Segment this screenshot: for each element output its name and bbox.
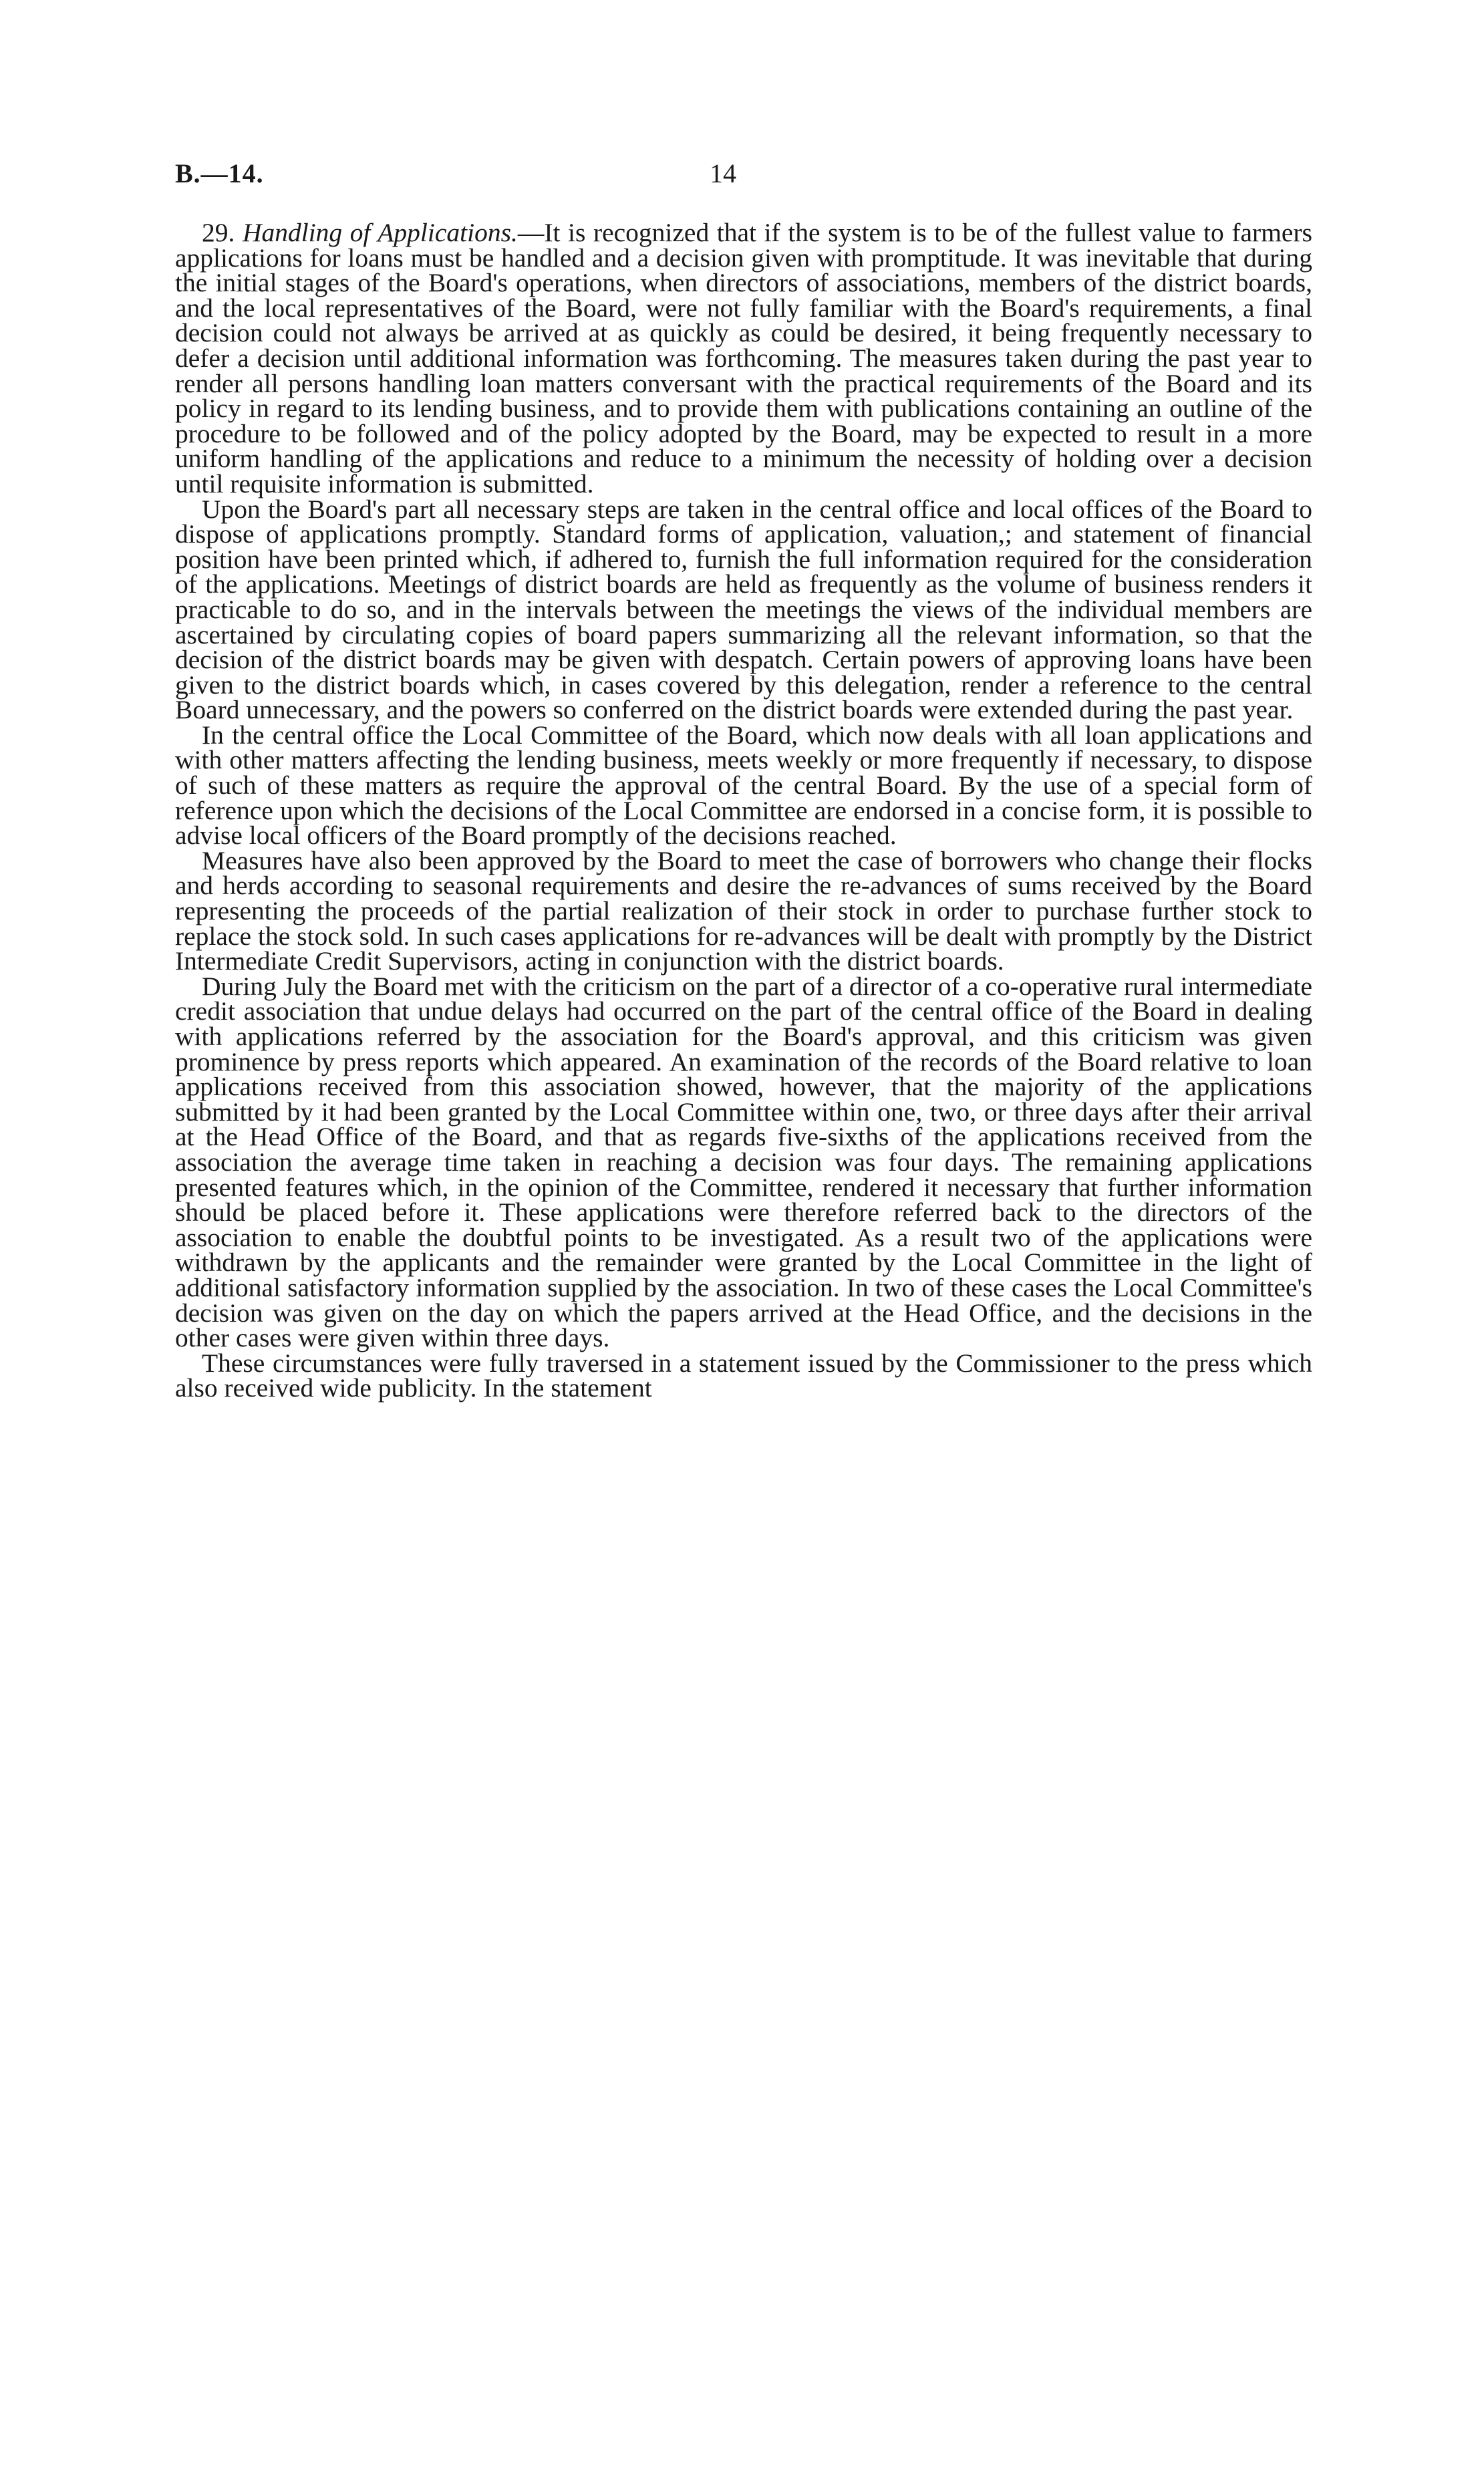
page-number: 14 bbox=[710, 158, 736, 188]
paragraph-29 bbox=[175, 218, 1312, 498]
paragraph-text: It is recognized that if the system is to be of the fullest value to farmers applications for loans must be handled and a decision given with promptitude. It was inevitable that during the initial stages of the Board's operations, when directors of associations, members of the district boards, and the local representatives of the Board, were not fully familiar with the Board's requirements, a final decision could not always be arrived at as quickly as could be desired, it being frequently necessary to defer a decision until additional information was forthcoming. The measures taken during the past year to render all persons handling loan matters conversant with the practical requirements of the Board and its policy in regard to its lending business, and to provide them with publications containing an outline of the procedure to be followed and of the policy adopted by the Board, may be expected to result in a more uniform handling of the applications and reduce to a minimum the necessity of holding over a decision until requisite information is submitted. bbox=[175, 218, 1312, 498]
page-header bbox=[175, 158, 1312, 198]
section-number: 29. bbox=[202, 218, 235, 247]
section-dash: — bbox=[517, 218, 545, 247]
paragraph: These circumstances were fully traversed in a statement issued by the Commissioner to the press which also received wide publicity. In the statement bbox=[175, 1348, 1312, 1403]
body-text bbox=[175, 218, 1312, 1403]
paragraph: During July the Board met with the criticism on the part of a director of a co-operative rural intermediate credit association that undue delays had occurred on the part of the central office of the Board in dealing with applications referred by the association for the Board's approval, and this criticism was given prominence by press reports which appeared. An examination of the records of the Board relative to loan applications received from this association showed, however, that the majority of the applications submitted by it had been granted by the Local Committee within one, two, or three days after their arrival at the Head Office of the Board, and that as regards five-sixths of the applications received from the association the average time taken in reaching a decision was four days. The remaining applications presented features which, in the opinion of the Committee, rendered it necessary that further information should be placed before it. These applications were therefore referred back to the directors of the association to enable the doubtful points to be investigated. As a result two of the applications were withdrawn by the applicants and the remainder were granted by the Local Committee in the light of additional satisfactory information supplied by the association. In two of these cases the Local Committee's decision was given on the day on which the papers arrived at the Head Office, and the decisions in the other cases were given within three days. bbox=[175, 971, 1312, 1353]
paragraph: Measures have also been approved by the Board to meet the case of borrowers who change their flocks and herds according to seasonal requirements and desire the re-advances of sums received by the Board representing the proceeds of the partial realization of their stock in order to purchase further stock to replace the stock sold. In such cases applications for re-advances will be dealt with promptly by the District Intermediate Credit Supervisors, acting in conjunction with the district boards. bbox=[175, 845, 1312, 976]
section-title: Handling of Applications. bbox=[242, 218, 518, 247]
paragraph: Upon the Board's part all necessary steps are taken in the central office and local offices of the Board to dispose of applications promptly. Standard forms of application, valuation,; and statement of financial position have been printed which, if adhered to, furnish the full information required for the consideration of the applications. Meetings of district boards are held as frequently as the volume of business renders it practicable to do so, and in the intervals between the meetings the views of the individual members are ascertained by circulating copies of board papers summarizing all the relevant information, so that the decision of the district boards may be given with despatch. Certain powers of approving loans have been given to the district boards which, in cases covered by this delegation, render a reference to the central Board unnecessary, and the powers so conferred on the district boards were extended during the past year. bbox=[175, 494, 1312, 725]
document-reference: B.—14. bbox=[175, 158, 264, 188]
paragraph: In the central office the Local Committee of the Board, which now deals with all loan applications and with other matters affecting the lending business, meets weekly or more frequently if necessary, to dispose of such of these matters as require the approval of the central Board. By the use of a special form of reference upon which the decisions of the Local Committee are endorsed in a concise form, it is possible to advise local officers of the Board promptly of the decisions reached. bbox=[175, 720, 1312, 851]
